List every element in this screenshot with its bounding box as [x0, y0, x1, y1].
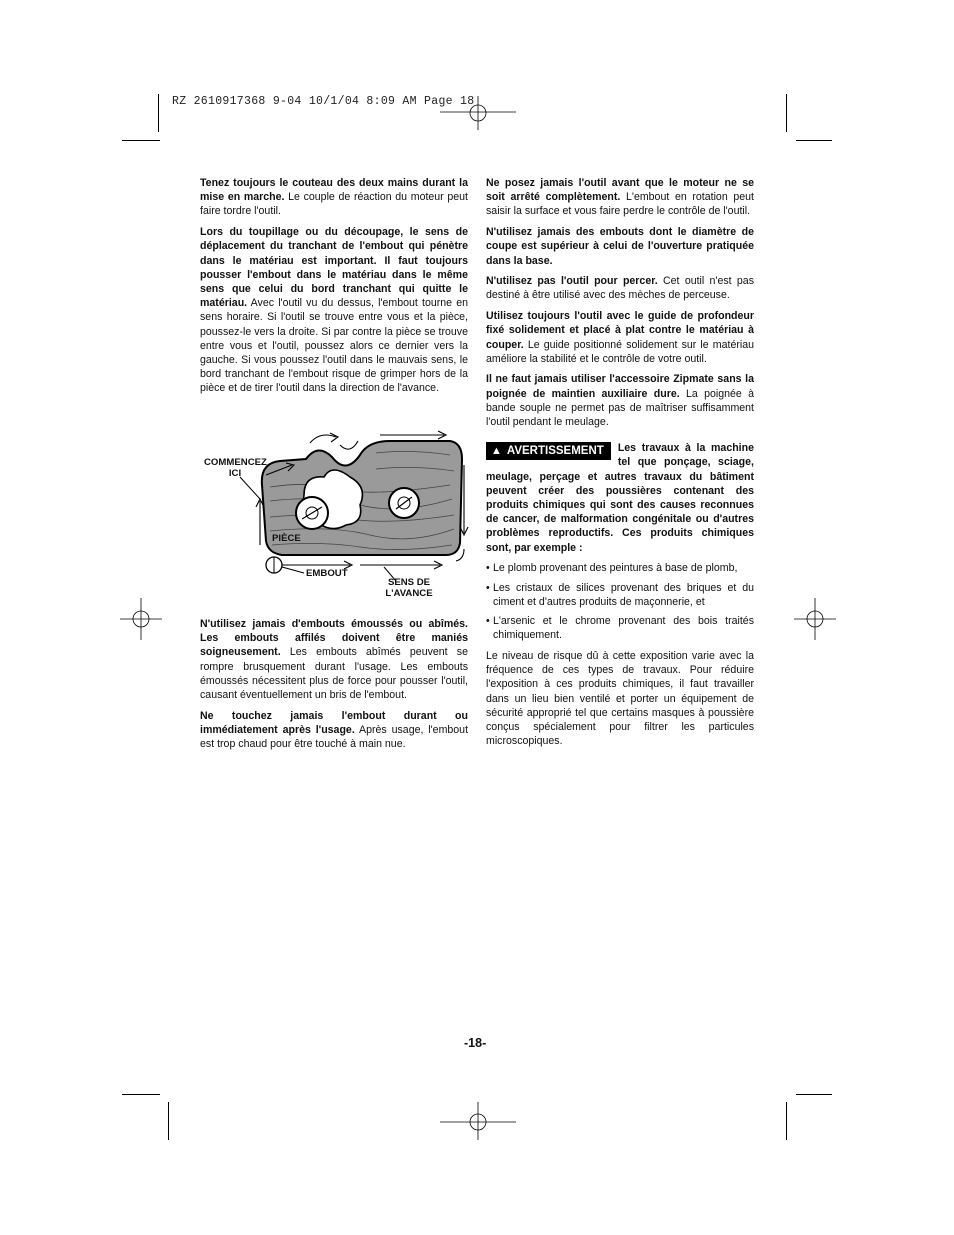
left-column [200, 176, 468, 402]
paragraph-bit-diameter: N'utilisez jamais des embouts dont le diamètre de coupe est supérieur à celui de l'ouverture pratiquée dans la base. [486, 226, 754, 267]
hazard-list [486, 561, 754, 642]
page-number: -18- [464, 1036, 487, 1050]
paragraph-dull-bits: N'utilisez jamais d'embouts émoussés ou abîmés. Les embouts affilés doivent être maniés soigneusement. Les embouts abîmés peuvent se rompre brusquement durant l'usage. Les embouts émoussés nécessitent plus de force pour pousser l'outil, causant éventuellement un bris de l'embout. [200, 618, 468, 702]
label-feed-direction: SENS DE L'AVANCE [385, 577, 433, 599]
label-workpiece: PIÈCE [272, 533, 301, 544]
label-bit: EMBOUT [306, 568, 348, 579]
feed-direction-figure [200, 425, 470, 615]
warning-text: Les travaux à la machine tel que ponçage, sciage, meulage, perçage et autres travaux du bâtiment peuvent créer des poussières contenant des produits chimiques qui sont des causes reconnues de cancer, de malformation congénitale ou d'autres problèmes reproductifs. Ces produits chimiques sont, par exemple : [486, 442, 754, 554]
warning-block [486, 441, 754, 555]
print-slug: RZ 2610917368 9-04 10/1/04 8:09 AM Page 18 [172, 95, 475, 108]
label-start-here: COMMENCEZ ICI [204, 457, 267, 479]
warning-badge: ▲ AVERTISSEMENT [486, 442, 611, 460]
registration-mark-top [440, 96, 516, 136]
paragraph-motor-stop: Ne posez jamais l'outil avant que le moteur ne se soit arrêté complètement. L'embout en rotation peut saisir la surface et vous faire perdre le contrôle de l'outil. [486, 177, 754, 218]
paragraph-cutting-direction: Lors du toupillage ou du découpage, le sens de déplacement du tranchant de l'embout qui pénètre dans le matériau est important. Il faut toujours pousser l'embout dans le matériau dans le même sens que celui du bord tranchant qui quitte le matériau. Avec l'outil vu du dessus, l'embout tourne en sens horaire. Si l'outil se trouve entre vous et la pièce, poussez-le vers la droite. Si par contre la pièce se trouve entre vous et l'outil, poussez alors ce dernier vers la gauche. Si vous poussez l'outil dans le mauvais sens, le bord tranchant de l'embout risque de grimper hors de la pièce et de tirer l'outil dans la direction de l'avance. [200, 226, 468, 395]
paragraph-hold-knife: Tenez toujours le couteau des deux mains durant la mise en marche. Le couple de réaction du moteur peut faire tordre l'outil. [200, 177, 469, 218]
list-item: • Les cristaux de silices provenant des briques et du ciment et d'autres produits de maçonnerie, et [486, 581, 754, 609]
paragraph-risk-level: Le niveau de risque dû à cette exposition varie avec la fréquence de ces types de travaux. Pour réduire l'exposition à ces produits chimiques, il faut travailler dans un lieu bien ventilé et porter un équipement de sécurité approprié tel que certains masques à poussière conçus spécialement pour filtrer les particules microscopiques. [486, 649, 754, 748]
list-item: • Le plomb provenant des peintures à base de plomb, [486, 561, 754, 575]
paragraph-hot-bit: Ne touchez jamais l'embout durant ou immédiatement après l'usage. Après usage, l'embout est trop chaud pour être touché à main nue. [200, 709, 469, 751]
paragraph-depth-guide: Utilisez toujours l'outil avec le guide de profondeur fixé solidement et placé à plat contre le matériau à couper. Le guide positionné solidement sur le matériau améliore la stabilité et le contrôle de votre outil. [486, 310, 754, 365]
right-column [486, 176, 754, 755]
warning-triangle-icon: ▲ [491, 445, 502, 458]
list-item: • L'arsenic et le chrome provenant des bois traités chimiquement. [486, 614, 754, 642]
registration-mark-left [120, 598, 162, 640]
paragraph-no-drilling: N'utilisez pas l'outil pour percer. Cet outil n'est pas destiné à être utilisé avec des mèches de perceuse. [486, 275, 754, 302]
left-column-lower [200, 617, 468, 758]
registration-mark-bottom [440, 1100, 516, 1142]
registration-mark-right [794, 598, 836, 640]
paragraph-zipmate: Il ne faut jamais utiliser l'accessoire Zipmate sans la poignée de maintien auxiliaire dure. La poignée à bande souple ne permet pas de maîtriser suffisamment l'outil pendant le meulage. [486, 373, 754, 429]
